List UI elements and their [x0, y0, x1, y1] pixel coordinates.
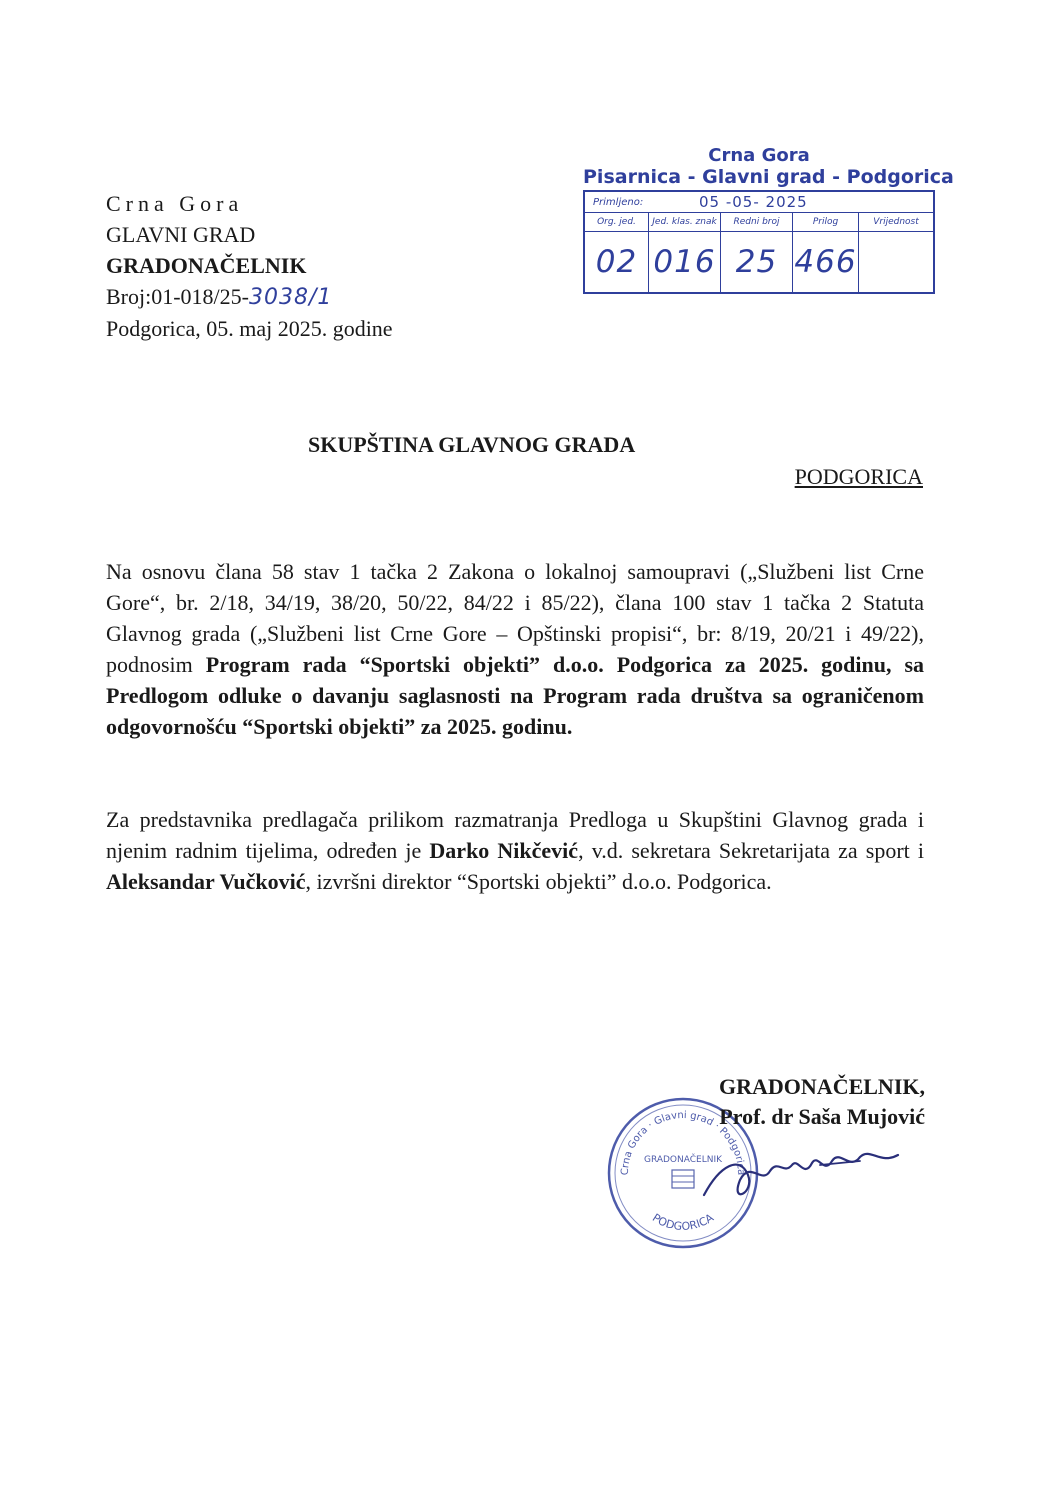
stamp-col-value: Vrijednost — [873, 217, 919, 227]
representative-name-2: Aleksandar Vučković — [106, 869, 306, 894]
paragraph-representatives — [106, 804, 924, 897]
paragraph-2-text-2: , v.d. sekretara Sekretarijata za sport i — [578, 838, 925, 863]
stamp-col-org: Org. jed. — [585, 213, 649, 231]
signatory-name: Prof. dr Saša Mujović — [719, 1104, 925, 1129]
document-number-handwritten: 3038/1 — [249, 285, 333, 310]
stamp-header-row — [585, 213, 933, 232]
paragraph-1-text: Na osnovu člana 58 stav 1 tačka 2 Zakona o lokalnoj samoupravi („Službeni list Crne Gore“, br. 2/18, 34/19, 38/20, 50/22, 84/22 i 85/22), člana 100 stav 1 tačka 2 Statuta Glavnog grada („Službeni list Crne Gore – Opštinski propisi“, br: 8/19, 20/21 i 49/22), podnosim — [106, 559, 924, 677]
stamp-line-1: Crna Gora — [708, 145, 810, 166]
letterhead-country: Crna Gora — [106, 191, 244, 216]
place-date: Podgorica, 05. maj 2025. godine — [106, 316, 393, 341]
stamp-val-class: 016 — [649, 232, 721, 292]
paragraph-2-text-3: , izvršni direktor “Sportski objekti” d.o.o. Podgorica. — [305, 869, 772, 894]
stamp-val-number: 25 — [721, 232, 793, 292]
seal-middle-text: GRADONAČELNIK — [643, 1155, 723, 1165]
stamp-val-value — [859, 232, 933, 292]
stamp-grid — [583, 190, 935, 294]
document-number — [106, 281, 486, 313]
stamp-val-attachment: 466 — [793, 232, 859, 292]
stamp-col-class: Jed. klas. znak — [649, 213, 721, 231]
paragraph-2-text-1: Za predstavnika predlagača prilikom razmatranja Predloga u Skupštini Glavnog grada i njenim radnim tijelima, određen je — [106, 807, 924, 863]
registry-stamp — [583, 145, 954, 294]
stamp-val-org: 02 — [585, 232, 649, 292]
stamp-col-attachment: Prilog — [793, 213, 859, 231]
paragraph-legal-basis — [106, 556, 924, 742]
paragraph-1-bold: Program rada “Sportski objekti” d.o.o. Podgorica za 2025. godinu, sa Predlogom odluke o davanju saglasnosti na Program rada društva sa ograničenom odgovornošću “Sportski objekti” za 2025. godinu. — [106, 652, 925, 739]
letterhead-office: GRADONAČELNIK — [106, 253, 307, 278]
representative-name-1: Darko Nikčević — [429, 838, 579, 863]
letterhead-city-unit: GLAVNI GRAD — [106, 222, 256, 247]
stamp-received-row — [585, 192, 933, 213]
addressee-city: PODGORICA — [794, 464, 923, 489]
addressee-title: SKUPŠTINA GLAVNOG GRADA — [308, 432, 636, 457]
signatory-title: GRADONAČELNIK, — [719, 1074, 925, 1099]
signature-block — [655, 1072, 925, 1132]
stamp-line-2: Pisarnica - Glavni grad - Podgorica — [583, 166, 954, 188]
seal-emblem-icon — [672, 1170, 694, 1188]
stamp-received-label: Primljeno: — [593, 196, 644, 208]
handwritten-signature — [700, 1135, 905, 1215]
letterhead — [106, 188, 486, 344]
stamp-received-date: 05 -05- 2025 — [699, 193, 808, 211]
stamp-col-number: Redni broj — [721, 213, 793, 231]
document-number-prefix: Broj:01-018/25- — [106, 284, 249, 309]
seal-top-text: Crna Gora · Glavni grad · Podgorica — [619, 1109, 747, 1176]
seal-bottom-text: PODGORICA — [649, 1211, 717, 1234]
stamp-value-row — [585, 232, 933, 292]
